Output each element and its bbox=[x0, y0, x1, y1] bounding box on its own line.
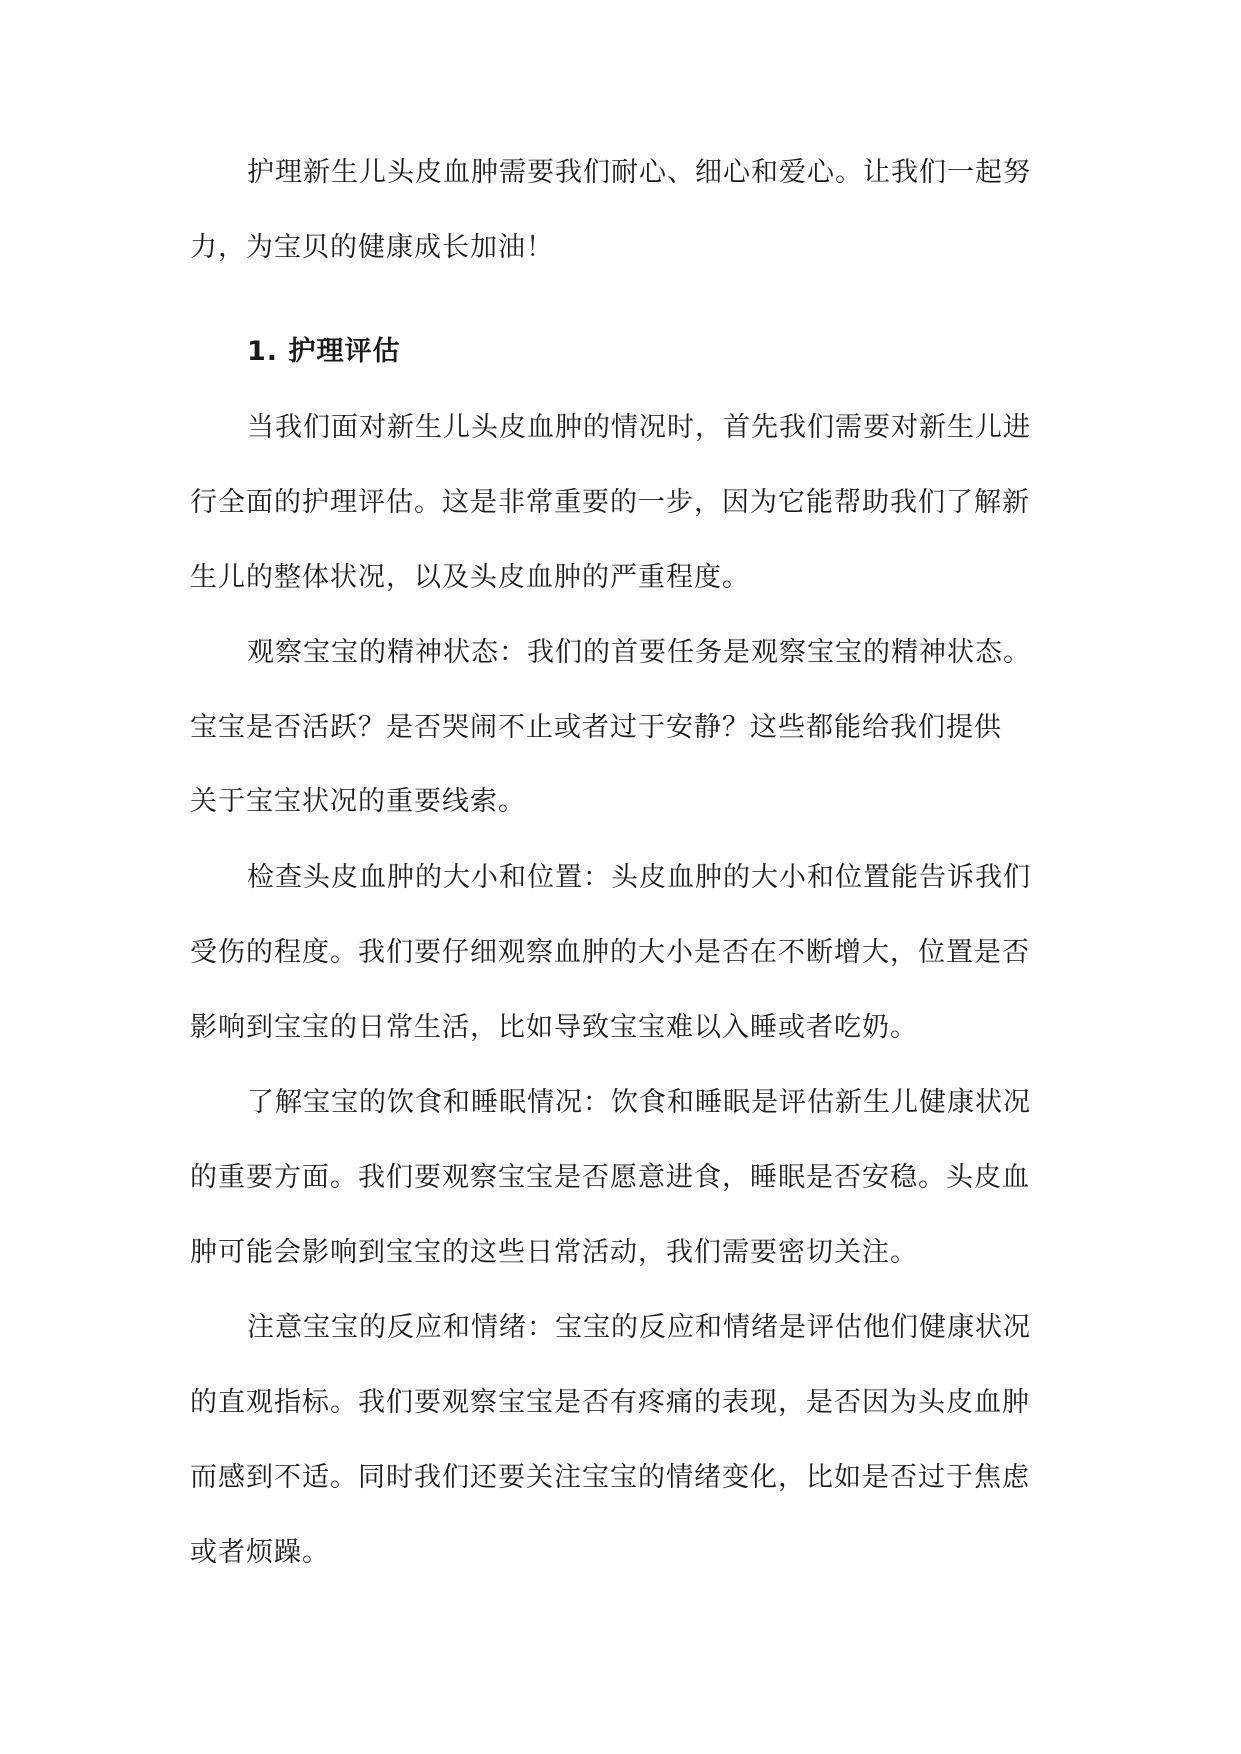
paragraph-2-line-3: 关于宝宝状况的重要线索。 bbox=[190, 786, 526, 817]
paragraph-3-line-3: 影响到宝宝的日常生活，比如导致宝宝难以入睡或者吃奶。 bbox=[190, 1012, 918, 1043]
paragraph-3-line-2: 受伤的程度。我们要仔细观察血肿的大小是否在不断增大，位置是否 bbox=[190, 937, 1030, 968]
paragraph-2-line-1: 观察宝宝的精神状态：我们的首要任务是观察宝宝的精神状态。 bbox=[247, 637, 1031, 668]
paragraph-5-line-2: 的直观指标。我们要观察宝宝是否有疼痛的表现，是否因为头皮血肿 bbox=[190, 1387, 1030, 1418]
paragraph-4-line-3: 肿可能会影响到宝宝的这些日常活动，我们需要密切关注。 bbox=[190, 1237, 918, 1268]
paragraph-1-line-3: 生儿的整体状况，以及头皮血肿的严重程度。 bbox=[190, 562, 750, 593]
paragraph-4-line-2: 的重要方面。我们要观察宝宝是否愿意进食，睡眠是否安稳。头皮血 bbox=[190, 1162, 1030, 1193]
paragraph-5-line-1: 注意宝宝的反应和情绪：宝宝的反应和情绪是评估他们健康状况 bbox=[247, 1312, 1031, 1343]
paragraph-1-line-2: 行全面的护理评估。这是非常重要的一步，因为它能帮助我们了解新 bbox=[190, 487, 1030, 518]
paragraph-4-line-1: 了解宝宝的饮食和睡眠情况：饮食和睡眠是评估新生儿健康状况 bbox=[247, 1087, 1031, 1118]
intro-line-2: 力，为宝贝的健康成长加油！ bbox=[190, 232, 554, 263]
paragraph-1-line-1: 当我们面对新生儿头皮血肿的情况时，首先我们需要对新生儿进 bbox=[247, 412, 1031, 443]
paragraph-3-line-1: 检查头皮血肿的大小和位置：头皮血肿的大小和位置能告诉我们 bbox=[247, 862, 1031, 893]
paragraph-5-line-4: 或者烦躁。 bbox=[190, 1537, 330, 1568]
section-heading: 1. 护理评估 bbox=[247, 336, 401, 367]
intro-line-1: 护理新生儿头皮血肿需要我们耐心、细心和爱心。让我们一起努 bbox=[247, 157, 1031, 188]
paragraph-5-line-3: 而感到不适。同时我们还要关注宝宝的情绪变化，比如是否过于焦虑 bbox=[190, 1462, 1030, 1493]
paragraph-2-line-2: 宝宝是否活跃？是否哭闹不止或者过于安静？这些都能给我们提供 bbox=[190, 712, 1002, 743]
